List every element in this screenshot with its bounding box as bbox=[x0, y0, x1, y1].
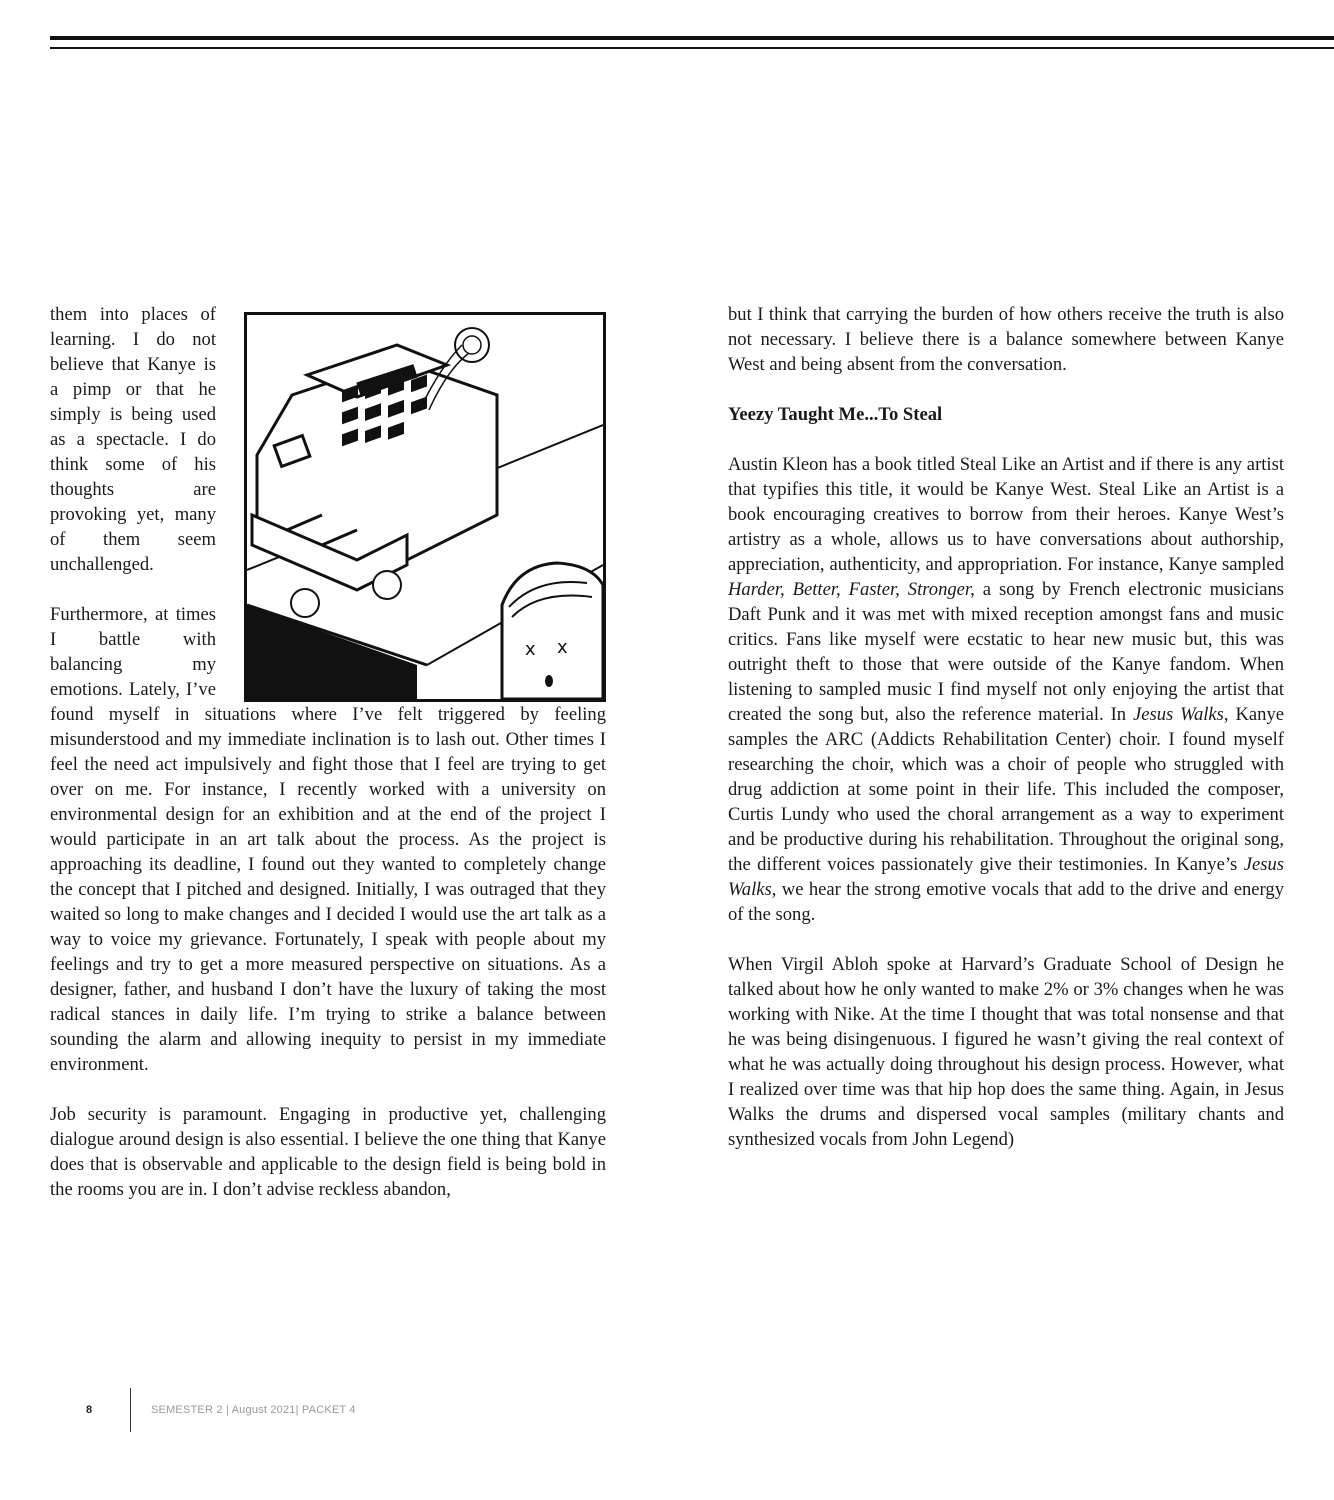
section-heading: Yeezy Taught Me...To Steal bbox=[728, 404, 943, 425]
right-column bbox=[728, 302, 1284, 1152]
text-run: a song by French electronic musicians Daft Punk and it was met with mixed reception amongst fans and music critics. Fans like myself were ecstatic to hear new music but, this was outright theft to those that were outside of the Kanye fandom. When listening to sampled music I find myself not only enjoying the artist that created the song but, also the reference material. In bbox=[728, 579, 1284, 725]
paragraph: Furthermore, at times I battle with balancing my emotions. Lately, I’ve found myself in situations where I’ve felt triggered by feeling misunderstood and my immediate inclination is to lash out. Other times I feel the need act impulsively and fight those that I feel are trying to get over on me. For instance, I recently worked with a university on environmental design for an exhibition and at the end of the project I would participate in an art talk about the process. As the project is approaching its deadline, I found out they wanted to completely change the concept that I pitched and designed. Initially, I was outraged that they waited so long to make changes and I decided I would use the art talk as a way to voice my grievance. Fortunately, I speak with people about my feelings and try to get a more measured perspective on situations. As a designer, father, and husband I don’t have the luxury of taking the most radical stances in daily life. I’m trying to strike a balance between sounding the alarm and allowing inequity to persist in my immediate environment. bbox=[50, 604, 606, 1075]
cash-register-illustration-icon bbox=[244, 312, 606, 702]
paragraph bbox=[728, 452, 1284, 927]
left-column bbox=[50, 302, 606, 1202]
song-title: Jesus Walks bbox=[1132, 704, 1224, 725]
song-title: Harder, Better, Faster, Stronger, bbox=[728, 579, 975, 600]
page-number: 8 bbox=[86, 1404, 93, 1416]
footer-divider bbox=[130, 1388, 131, 1432]
paragraph: When Virgil Abloh spoke at Harvard’s Graduate School of Design he talked about how he only wanted to make 2% or 3% changes when he was working with Nike. At the time I thought that was total nonsense and that he was being disingenuous. I figured he wasn’t giving the real context of what he was actually doing throughout his design process. However, what I realized over time was that hip hop does the same thing. Again, in Jesus Walks the drums and dispersed vocal samples (military chants and synthesized vocals from John Legend) bbox=[728, 954, 1284, 1150]
svg-text:x: x bbox=[557, 637, 568, 658]
text-run: , we hear the strong emotive vocals that add to the drive and energy of the song. bbox=[728, 879, 1284, 925]
paragraph: them into places of learning. I do not believe that Kanye is a pimp or that he simply is being used as a spectacle. I do think some of his thoughts are provoking yet, many of them seem unchallenged. bbox=[50, 304, 216, 575]
header-rule-thick bbox=[50, 36, 1334, 40]
footer-text: SEMESTER 2 | August 2021| PACKET 4 bbox=[151, 1404, 356, 1416]
paragraph: Job security is paramount. Engaging in productive yet, challenging dialogue around design is also essential. I believe the one thing that Kanye does that is observable and applicable to the design field is being bold in the rooms you are in. I don’t advise reckless abandon, bbox=[50, 1104, 606, 1200]
song-title: Jesus Walks bbox=[728, 854, 1284, 900]
text-run: Austin Kleon has a book titled Steal Like an Artist and if there is any artist that typifies this title, it would be Kanye West. Steal Like an Artist is a book encouraging creatives to borrow from their heroes. Kanye West’s artistry as a whole, allows us to have conversations about authorship, appreciation, authenticity, and appropriation. For instance, Kanye sampled bbox=[728, 454, 1284, 575]
header-rule-thin bbox=[50, 47, 1334, 49]
text-run: , Kanye samples the ARC (Addicts Rehabilitation Center) choir. I found myself researching the choir, which was a choir of people who struggled with drug addiction at some point in their life. This included the composer, Curtis Lundy who used the choral arrangement as a way to experiment and be productive during his rehabilitation. Throughout the original song, the different voices passionately give their testimonies. In Kanye’s bbox=[728, 704, 1284, 875]
paragraph: but I think that carrying the burden of how others receive the truth is also not necessary. I believe there is a balance somewhere between Kanye West and being absent from the conversation. bbox=[728, 304, 1284, 375]
svg-text:x: x bbox=[525, 639, 536, 660]
